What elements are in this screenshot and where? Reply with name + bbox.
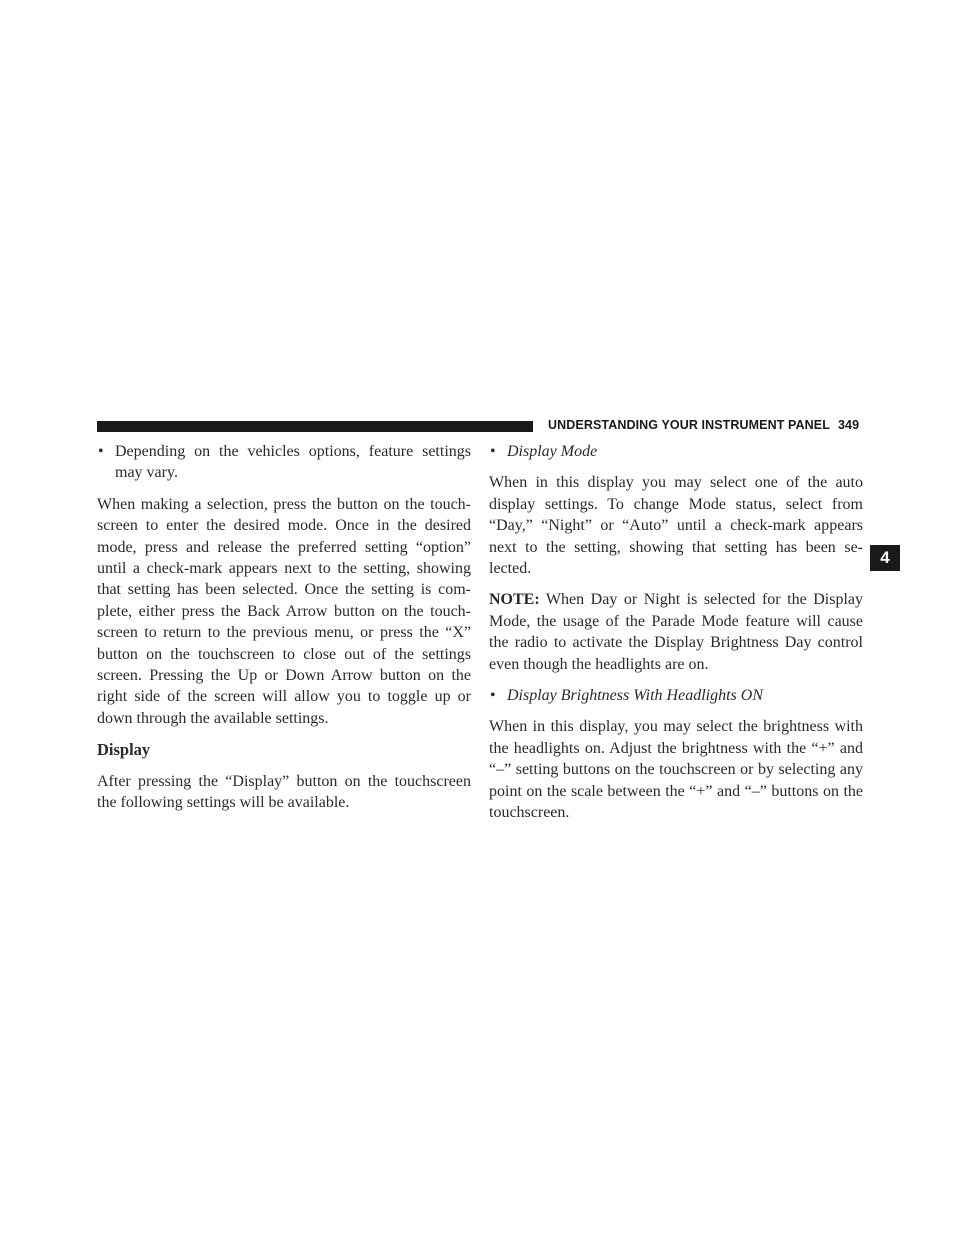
body-paragraph: When making a selection, press the button on the touch-screen to enter the desired mode. Once in the desired mode, press and release the preferred setting “option” until a check-mark appears next to the setting, showing that setting has been selected. Once the setting is com-plete, either press the Back Arrow button on the touch-screen to return to the previous menu, or press the “X” button on the touchscreen to close out of the settings screen. Pressing the Up or Down Arrow button on the right side of the screen will allow you to toggle up or down through the available settings. (97, 495, 471, 727)
list-item (97, 441, 471, 484)
note-label: NOTE: (489, 591, 540, 609)
note-text: When Day or Night is selected for the Display Mode, the usage of the Parade Mode feature will cause the radio to activate the Display Brightness Day control even though the headlights are on. (489, 591, 863, 673)
bullet-dot: • (490, 687, 496, 705)
left-column (97, 441, 471, 824)
section-title: UNDERSTANDING YOUR INSTRUMENT PANEL (548, 418, 830, 432)
running-header (548, 418, 868, 432)
right-column (489, 441, 863, 834)
chapter-tab: 4 (870, 545, 900, 571)
body-paragraph: When in this display you may select one of the auto display settings. To change Mode status, select from “Day,” “Night” or “Auto” until a check-mark appears next to the setting, showing that setting has been se-lected. (489, 474, 863, 578)
page-number: 349 (837, 418, 860, 432)
bullet-text: Depending on the vehicles options, feature settings may vary. (115, 443, 471, 482)
header-rule (97, 421, 533, 432)
section-heading: Display (97, 740, 151, 760)
body-paragraph: When in this display, you may select the brightness with the headlights on. Adjust the brightness with the “+” and “–” setting buttons on the touchscreen or by selecting any point on the scale between the “+” and “–” buttons on the touchscreen. (489, 718, 863, 822)
list-item (489, 685, 863, 706)
bullet-dot: • (490, 443, 496, 460)
body-paragraph: After pressing the “Display” button on the touchscreen the following settings will be available. (97, 772, 471, 812)
bullet-text: Display Brightness With Headlights ON (507, 687, 763, 705)
bullet-dot: • (98, 443, 104, 460)
note-paragraph (489, 589, 863, 675)
list-item (489, 441, 863, 462)
bullet-text: Display Mode (507, 443, 598, 460)
